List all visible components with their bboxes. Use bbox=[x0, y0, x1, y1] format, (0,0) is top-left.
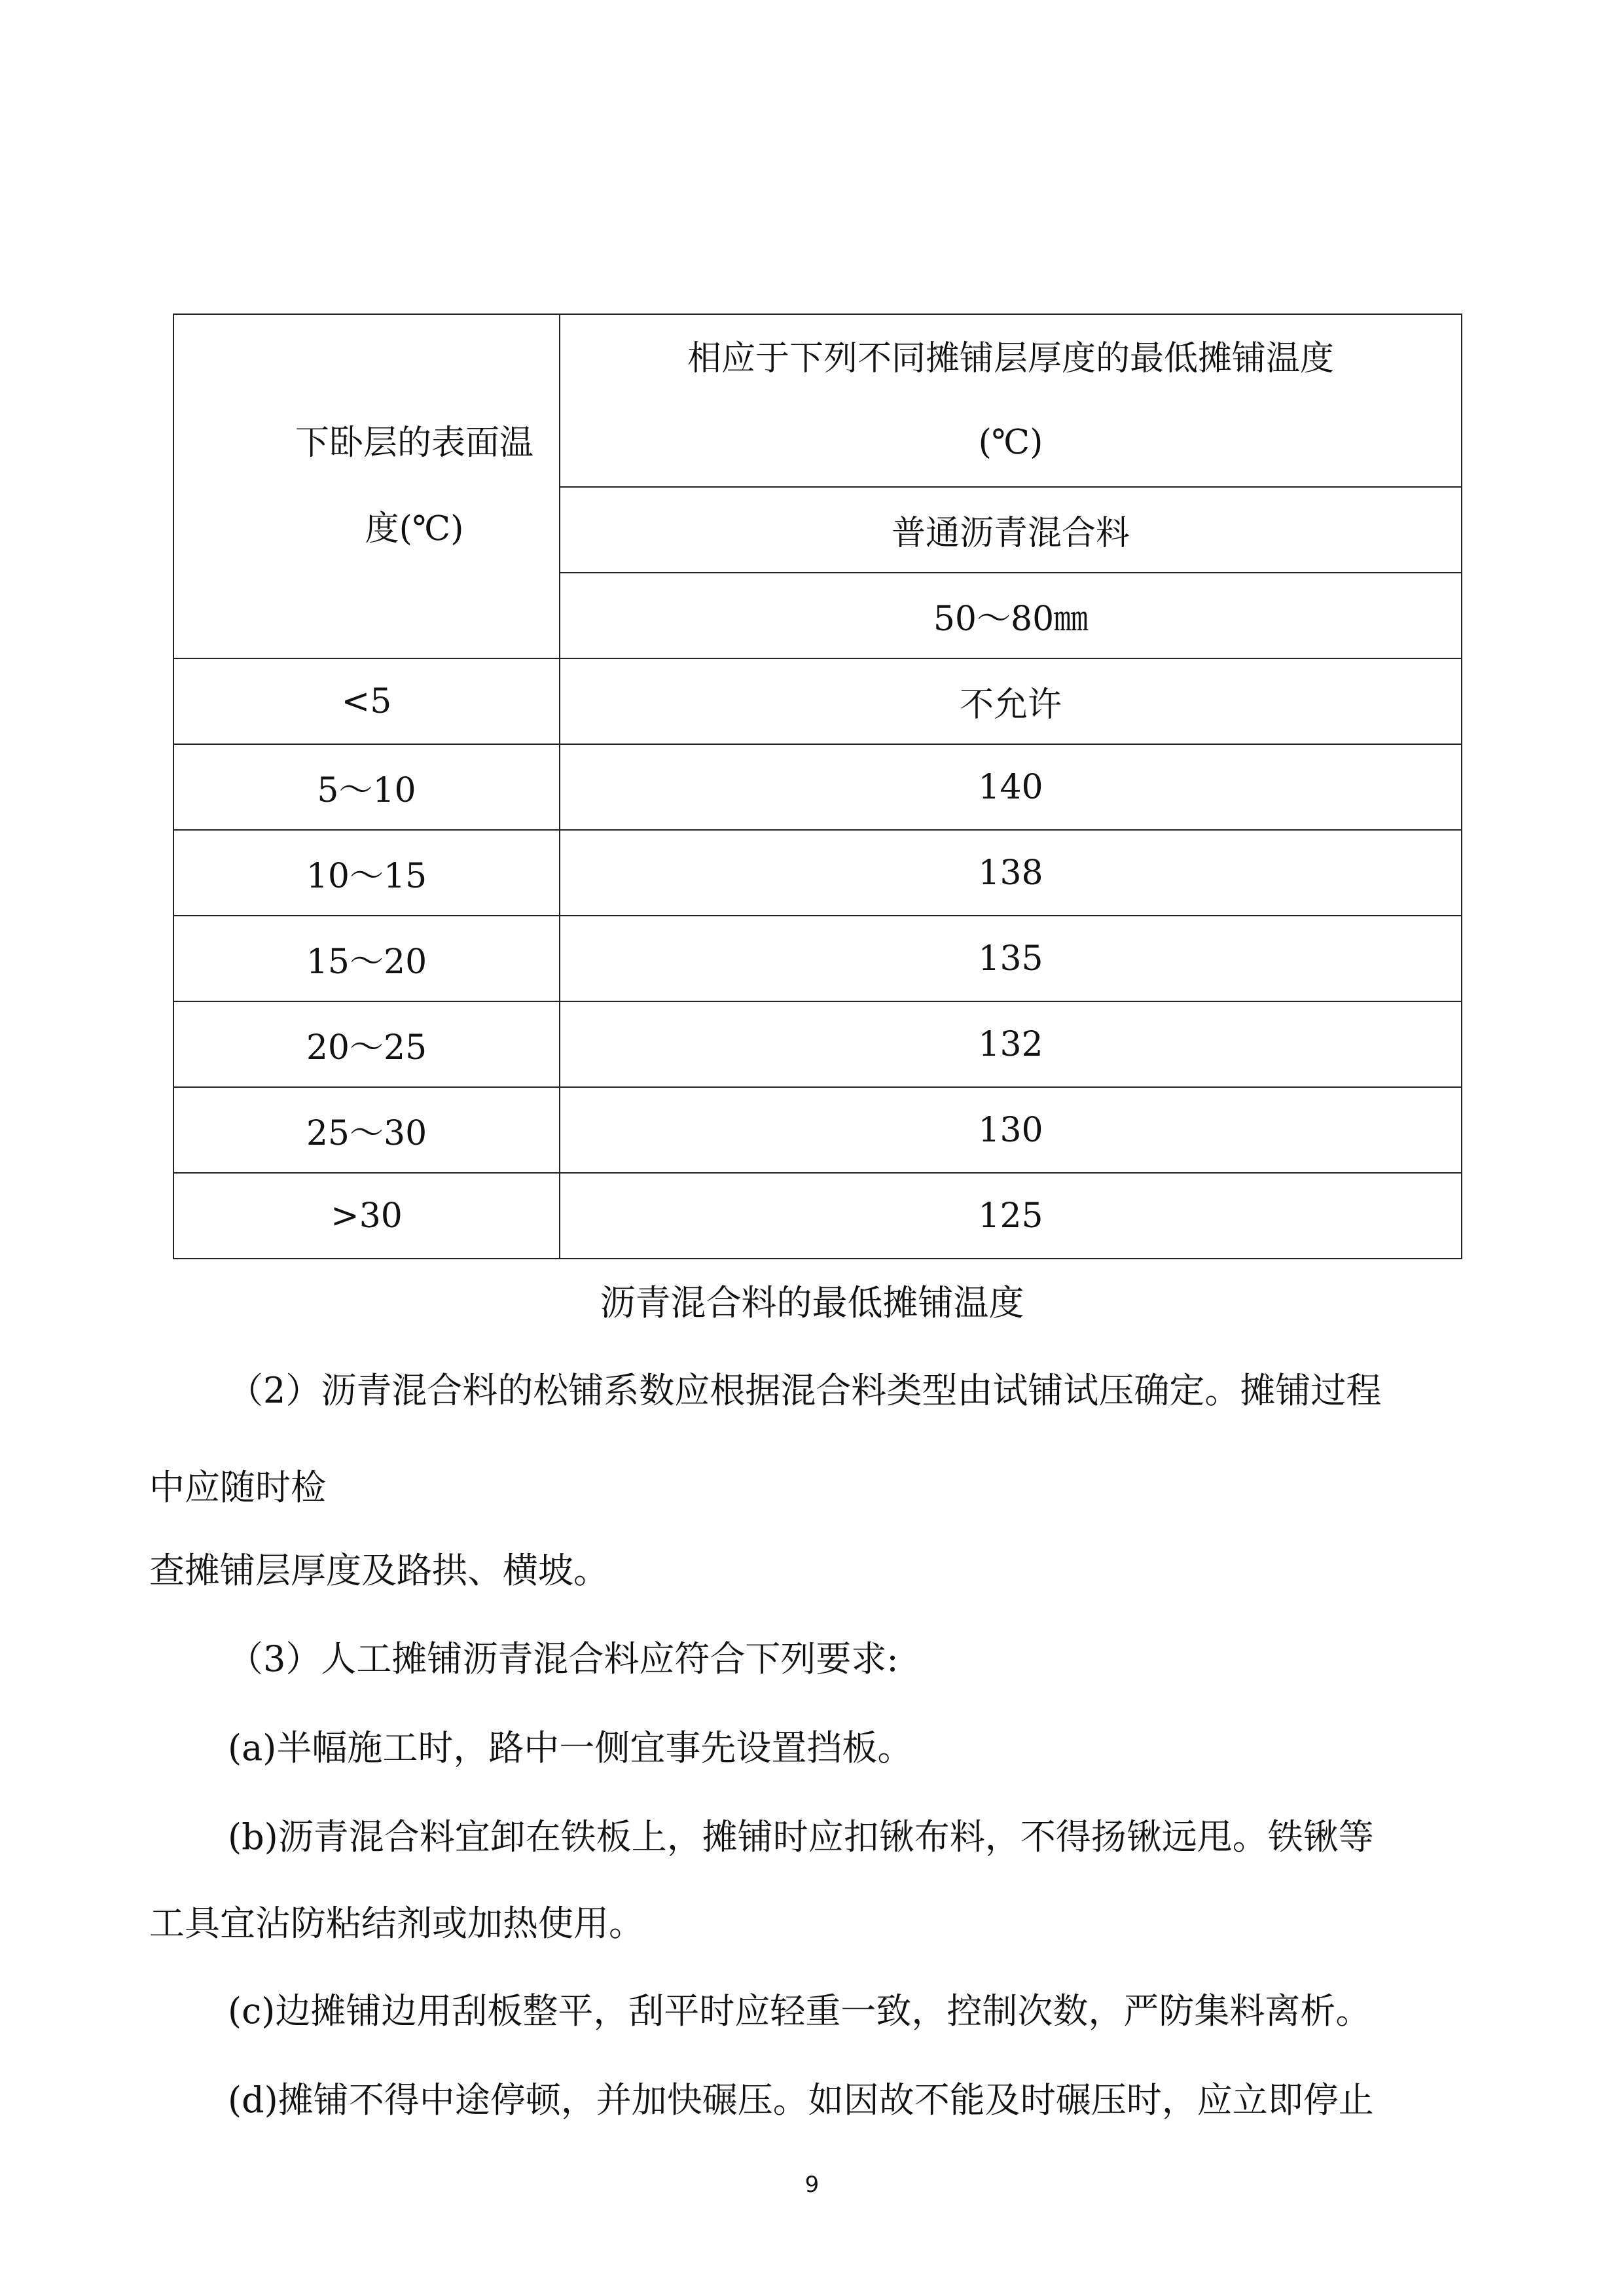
paragraph-line: 中应随时检 bbox=[149, 1467, 326, 1508]
paragraph-line: (a)半幅施工时，路中一侧宜事先设置挡板。 bbox=[228, 1727, 913, 1768]
row-min-temperature: 132 bbox=[560, 1001, 1462, 1087]
paragraph-line: （3）人工摊铺沥青混合料应符合下列要求: bbox=[228, 1638, 899, 1679]
row-temperature: 10～15 bbox=[173, 830, 560, 916]
header-left-line-2: 度(℃) bbox=[365, 509, 464, 548]
header-min-paving-temperature bbox=[560, 314, 1462, 487]
header-top-line-1: 相应于下列不同摊铺层厚度的最低摊铺温度 bbox=[687, 339, 1334, 378]
paragraph-line: (b)沥青混合料宜卸在铁板上，摊铺时应扣锹布料，不得扬锹远甩。铁锹等 bbox=[228, 1816, 1374, 1857]
paragraph-line: (d)摊铺不得中途停顿，并加快碾压。如因故不能及时碾压时，应立即停止 bbox=[228, 2079, 1374, 2121]
table-row bbox=[173, 1001, 1462, 1087]
page-number: 9 bbox=[804, 2172, 820, 2198]
row-temperature: >30 bbox=[173, 1173, 560, 1259]
row-temperature: 20～25 bbox=[173, 1001, 560, 1087]
row-min-temperature: 140 bbox=[560, 744, 1462, 830]
paragraph-line: (c)边摊铺边用刮板整平，刮平时应轻重一致，控制次数，严防集料离析。 bbox=[228, 1990, 1371, 2032]
header-surface-temperature bbox=[173, 314, 560, 658]
row-min-temperature: 130 bbox=[560, 1087, 1462, 1173]
table-row bbox=[173, 916, 1462, 1001]
paragraph-line: 查摊铺层厚度及路拱、横坡。 bbox=[149, 1550, 609, 1591]
row-temperature: 5～10 bbox=[173, 744, 560, 830]
paragraph-line: 工具宜沾防粘结剂或加热使用。 bbox=[149, 1903, 644, 1944]
header-thickness: 50～80㎜ bbox=[560, 573, 1462, 658]
table-row bbox=[173, 1173, 1462, 1259]
table-row bbox=[173, 1087, 1462, 1173]
row-min-temperature: 不允许 bbox=[560, 658, 1462, 744]
paving-temperature-table bbox=[173, 314, 1462, 1259]
table-row bbox=[173, 658, 1462, 744]
row-temperature: 25～30 bbox=[173, 1087, 560, 1173]
row-min-temperature: 135 bbox=[560, 916, 1462, 1001]
paragraph-line: （2）沥青混合料的松铺系数应根据混合料类型由试铺试压确定。摊铺过程 bbox=[228, 1370, 1382, 1411]
header-left-line-1: 下卧层的表面温 bbox=[295, 423, 533, 463]
header-top-line-2: (℃) bbox=[978, 423, 1043, 462]
table-caption: 沥青混合料的最低摊铺温度 bbox=[600, 1282, 1024, 1323]
table-row bbox=[173, 830, 1462, 916]
row-min-temperature: 125 bbox=[560, 1173, 1462, 1259]
header-mix-type: 普通沥青混合料 bbox=[560, 487, 1462, 573]
row-min-temperature: 138 bbox=[560, 830, 1462, 916]
row-temperature: <5 bbox=[173, 658, 560, 744]
table-row bbox=[173, 744, 1462, 830]
row-temperature: 15～20 bbox=[173, 916, 560, 1001]
